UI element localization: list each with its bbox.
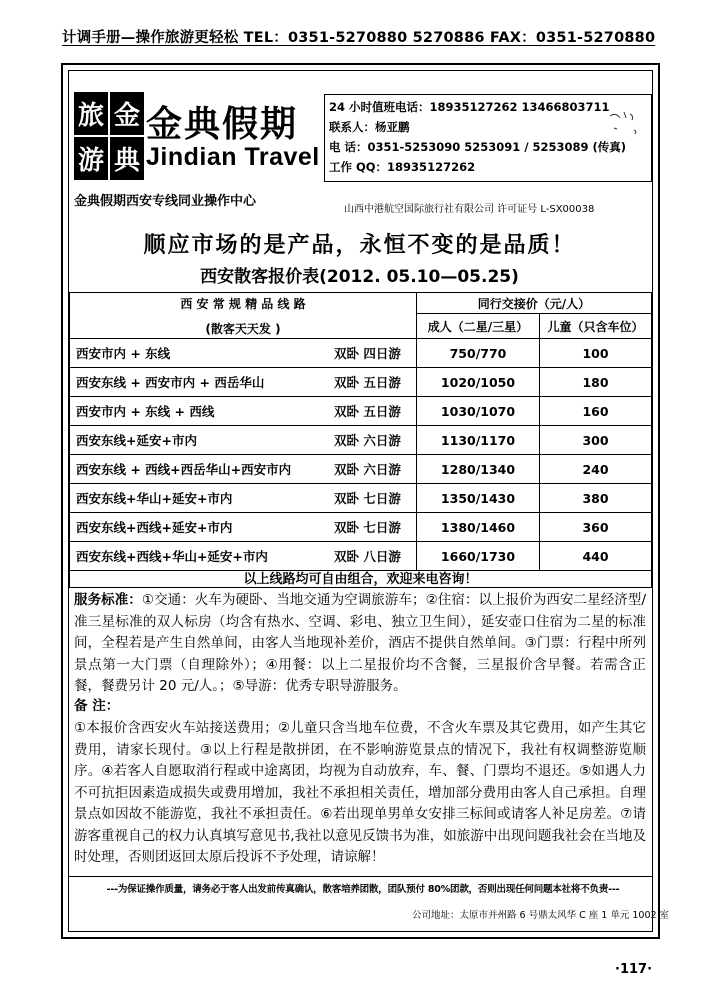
adult-price: 750/770 xyxy=(417,339,540,368)
route-cell xyxy=(70,542,417,571)
route-type: 双卧 六日游 xyxy=(334,433,401,448)
route-cell xyxy=(70,455,417,484)
table-row xyxy=(70,397,652,426)
route-cell xyxy=(70,368,417,397)
table-row xyxy=(70,339,652,368)
table-row xyxy=(70,484,652,513)
child-price: 100 xyxy=(540,339,652,368)
route-type: 双卧 七日游 xyxy=(334,520,401,535)
table-row xyxy=(70,368,652,397)
service-standards xyxy=(74,590,646,698)
combine-note: 以上线路均可自由组合，欢迎来电咨询！ xyxy=(69,568,652,588)
slogan: 顺应市场的是产品，永恒不变的是品质！ xyxy=(143,232,576,258)
logo-glyph: 金 xyxy=(110,92,144,135)
adult-price: 1380/1460 xyxy=(417,513,540,542)
handwriting-mark-icon xyxy=(606,108,646,148)
child-price: 160 xyxy=(540,397,652,426)
logo-glyph: 游 xyxy=(74,137,108,180)
phone-fax: 电 话：0351-5253090 5253091 / 5253089 (传真) xyxy=(329,140,627,154)
company-address: 公司地址：太原市并州路 6 号鼎太风华 C 座 1 单元 1002 室 xyxy=(412,910,670,921)
price-header: 同行交接价（元/人） xyxy=(417,293,652,314)
company-logo xyxy=(74,92,144,182)
adult-price: 1280/1340 xyxy=(417,455,540,484)
route-subheader: (散客天天发 ) xyxy=(205,321,281,336)
license-info: 山西中港航空国际旅行社有限公司 许可证号 L-SX00038 xyxy=(344,204,595,215)
footnote: ---为保证操作质量，请务必于客人出发前传真确认，散客培养团散，团队预付 80%团款，否则出现任何问题本社将不负责--- xyxy=(106,884,620,895)
table-row xyxy=(70,426,652,455)
route-cell xyxy=(70,484,417,513)
route-cell xyxy=(70,397,417,426)
route-name: 西安东线 + 西安市内 + 西岳华山 xyxy=(76,375,265,390)
child-price: 300 xyxy=(540,426,652,455)
route-header: 西 安 常 规 精 品 线 路 xyxy=(180,296,306,311)
route-cell xyxy=(70,339,417,368)
contact-box xyxy=(324,94,652,182)
page-number: ·117· xyxy=(615,962,653,977)
route-cell xyxy=(70,513,417,542)
hotline: 24 小时值班电话：18935127262 13466803711 xyxy=(329,100,610,114)
adult-header: 成人（二星/三星） xyxy=(417,314,540,339)
route-type: 双卧 七日游 xyxy=(334,491,401,506)
contact-person: 联系人：杨亚鹏 xyxy=(329,120,410,134)
adult-price: 1350/1430 xyxy=(417,484,540,513)
header-banner: 计调手册—操作旅游更轻松 TEL：0351-5270880 5270886 FAX：0351-5270880 xyxy=(62,30,656,46)
child-price: 180 xyxy=(540,368,652,397)
child-header: 儿童（只含车位） xyxy=(540,314,652,339)
route-header-cell xyxy=(70,293,417,339)
company-name-cn: 金典假期 xyxy=(146,103,299,145)
operation-center-name: 金典假期西安专线同业操作中心 xyxy=(74,194,257,209)
route-cell xyxy=(70,426,417,455)
notes-label: 备 注： xyxy=(74,698,120,714)
logo-glyph: 典 xyxy=(110,137,144,180)
child-price: 240 xyxy=(540,455,652,484)
service-label: 服务标准： xyxy=(74,592,142,608)
table-row xyxy=(70,513,652,542)
footnote-divider xyxy=(69,876,652,877)
table-row xyxy=(70,455,652,484)
table-row xyxy=(70,542,652,571)
route-name: 西安东线+西线+华山+延安+市内 xyxy=(76,549,268,564)
adult-price: 1130/1170 xyxy=(417,426,540,455)
child-price: 360 xyxy=(540,513,652,542)
logo-glyph: 旅 xyxy=(74,92,108,135)
child-price: 380 xyxy=(540,484,652,513)
route-name: 西安东线+华山+延安+市内 xyxy=(76,491,233,506)
adult-price: 1660/1730 xyxy=(417,542,540,571)
route-type: 双卧 六日游 xyxy=(334,462,401,477)
route-name: 西安东线+延安+市内 xyxy=(76,433,197,448)
adult-price: 1030/1070 xyxy=(417,397,540,426)
table-header-row xyxy=(70,293,652,314)
route-name: 西安市内 + 东线 + 西线 xyxy=(76,404,215,419)
adult-price: 1020/1050 xyxy=(417,368,540,397)
route-type: 双卧 四日游 xyxy=(334,346,401,361)
price-table xyxy=(69,292,652,571)
route-name: 西安东线 + 西线+西岳华山+西安市内 xyxy=(76,462,292,477)
route-type: 双卧 五日游 xyxy=(334,404,401,419)
route-type: 双卧 八日游 xyxy=(334,549,401,564)
route-type: 双卧 五日游 xyxy=(334,375,401,390)
route-name: 西安市内 + 东线 xyxy=(76,346,171,361)
page-title: 西安散客报价表(2012. 05.10—05.25) xyxy=(200,267,519,287)
notes-text: ①本报价含西安火车站接送费用；②儿童只含当地车位费，不含火车票及其它费用，如产生其它费用，请家长现付。③以上行程是散拼团，在不影响游览景点的情况下，我社有权调整游览顺序。④若客人自愿取消行程或中途离团，均视为自动放弃，车、餐、门票均不退还。⑤如遇人力不可抗拒因素造成损失或费用增加，我社不承担相关责任，增加部分费用由客人自己承担。自理景点如因故不能游览，我社不承担责任。⑥若出现单男单女安排三标间或请客人补足房差。⑦请游客重视自己的权力认真填写意见书,我社以意见反馈书为准，如旅游中出现问题我社会在当地及时处理，否则团返回太原后投诉不予处理，请谅解！ xyxy=(74,720,646,865)
work-qq: 工作 QQ：18935127262 xyxy=(329,160,476,174)
route-name: 西安东线+西线+延安+市内 xyxy=(76,520,233,535)
child-price: 440 xyxy=(540,542,652,571)
service-text: ①交通：火车为硬卧、当地交通为空调旅游车；②住宿：以上报价为西安二星经济型/准三星标准的双人标房（均含有热水、空调、彩电、独立卫生间），延安壶口住宿为二星的标准间，全程若是产生自然单间，由客人当地现补差价，酒店不提供自然单间。③门票：行程中所列景点第一大门票（自理除外）；④用餐：以上二星报价均不含餐，三星报价含早餐。若需含正餐，餐费另计 20 元/人。；⑤导游：优秀专职导游服务。 xyxy=(74,592,646,694)
company-name-en: Jindian Travel xyxy=(146,143,320,171)
